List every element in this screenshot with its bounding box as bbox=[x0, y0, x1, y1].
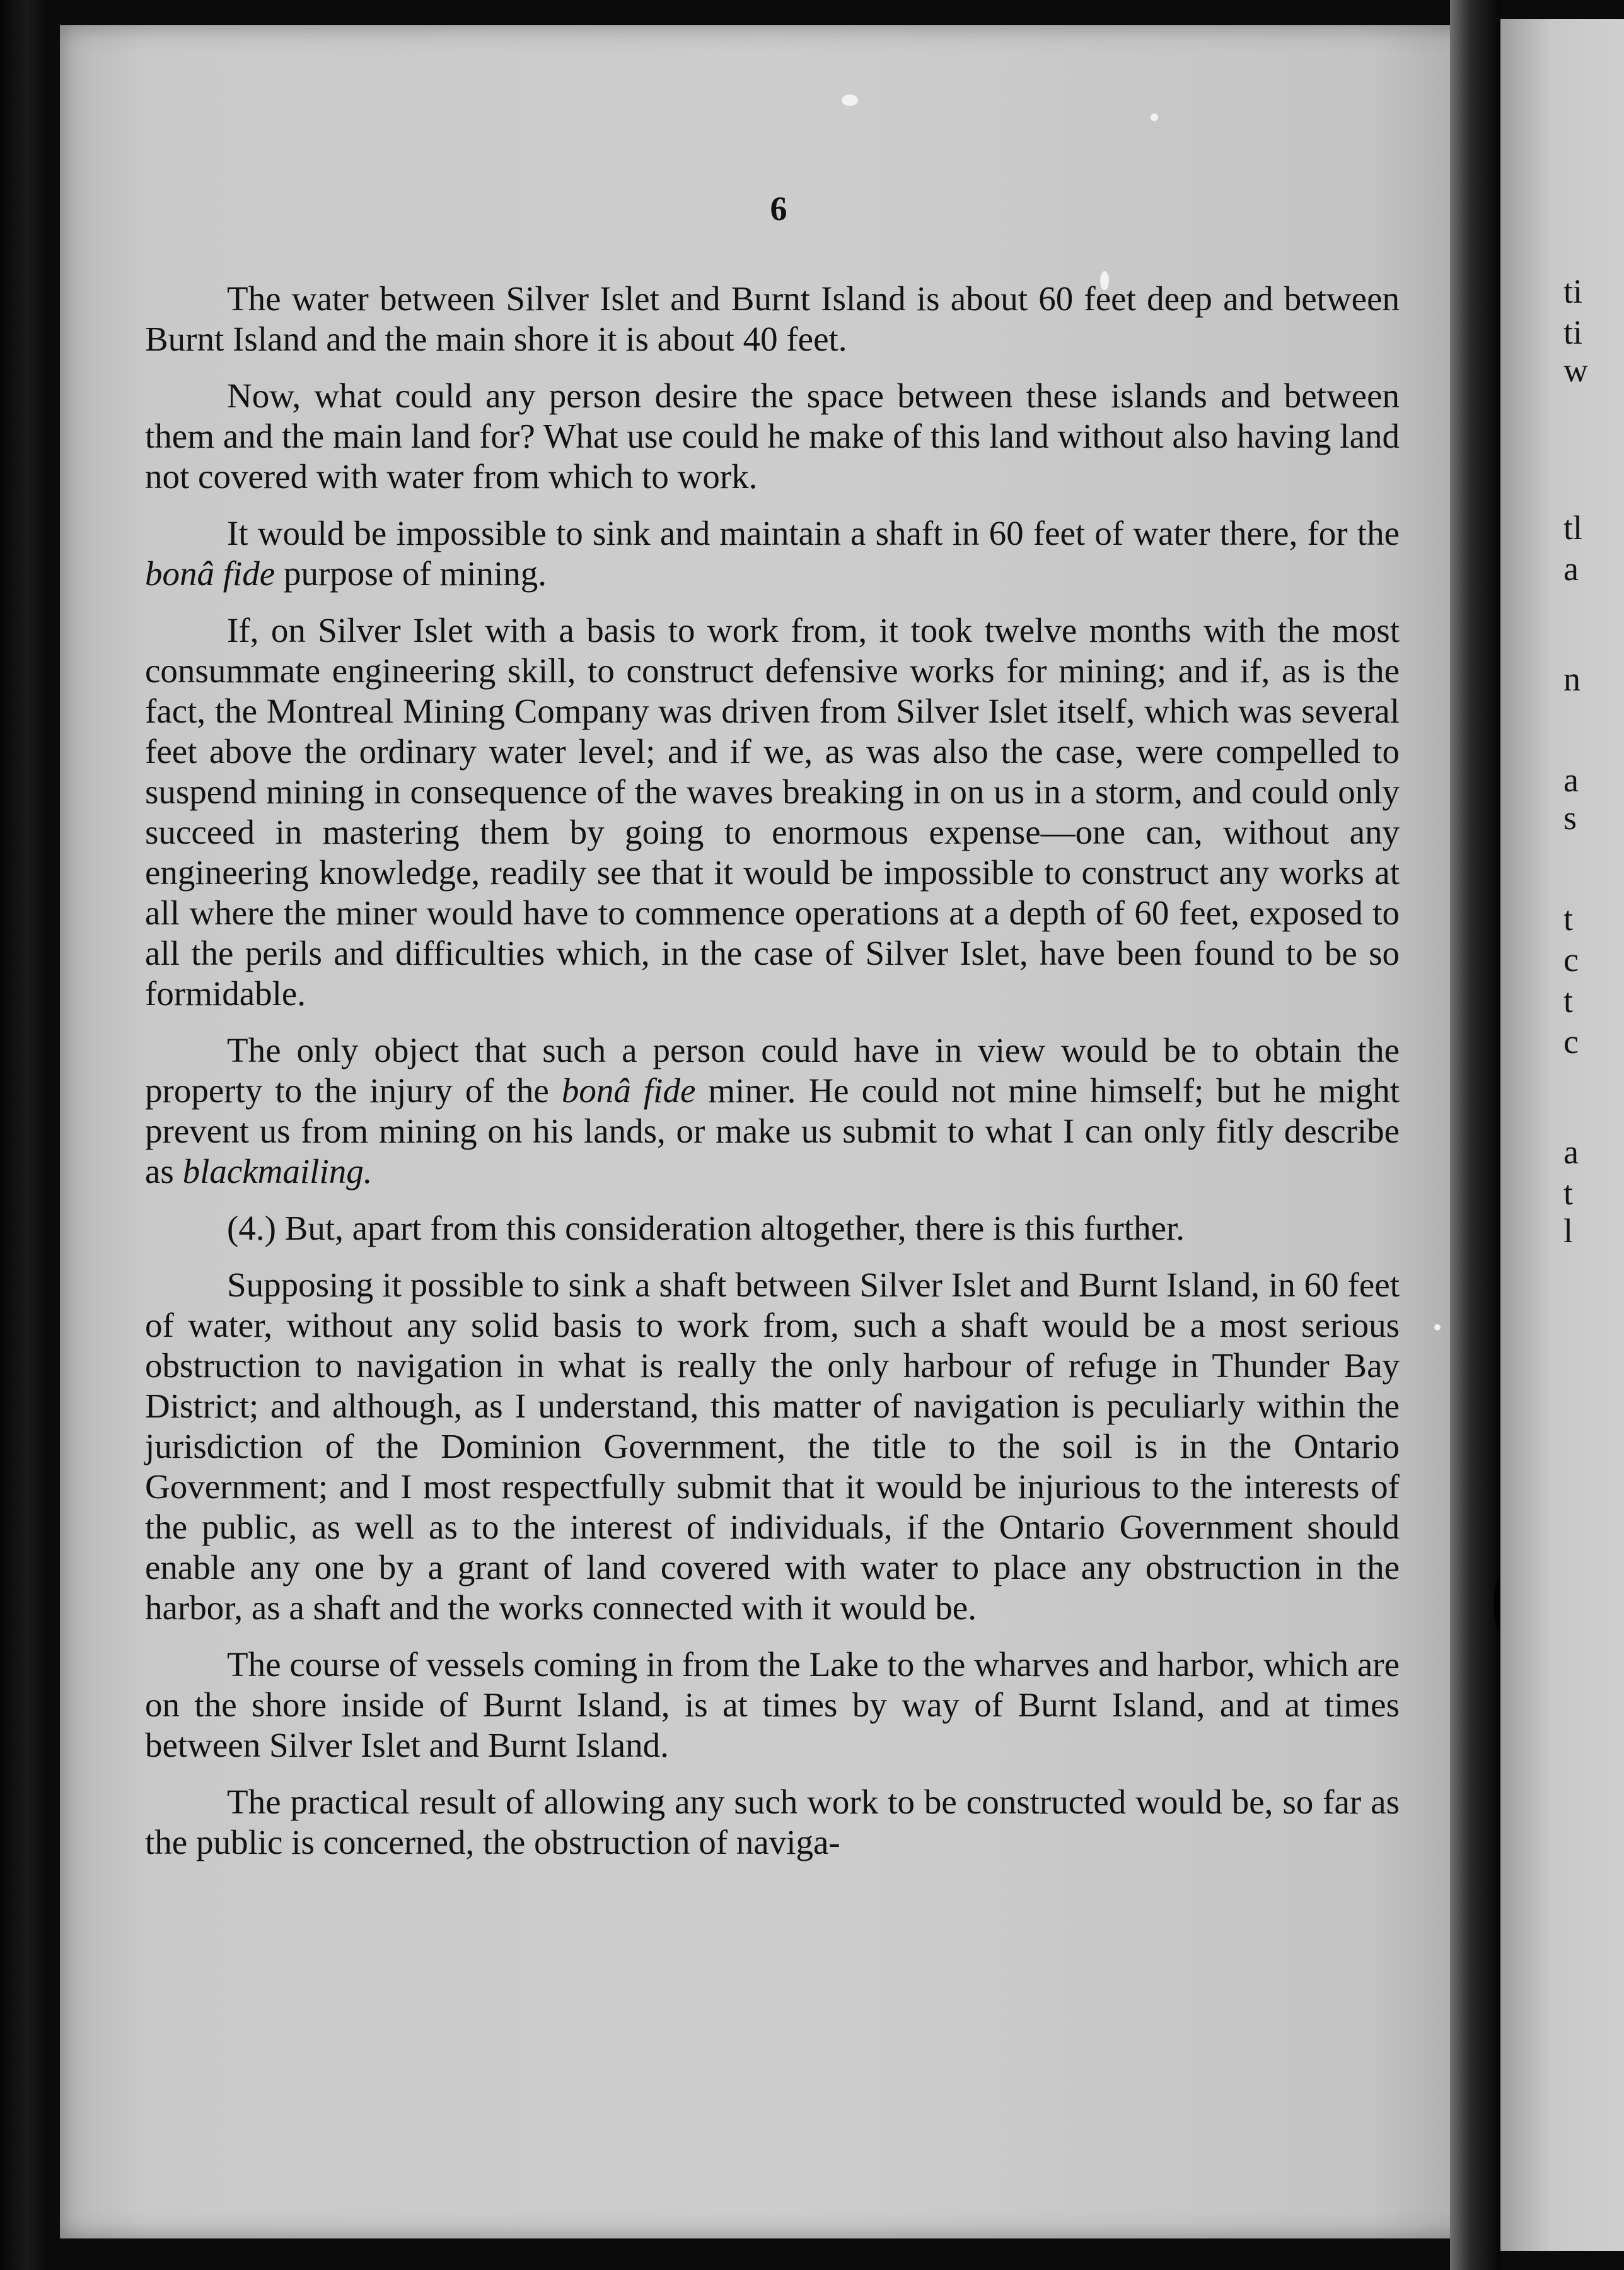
text-segment: The course of vessels coming in from the Lake to the wharves and harbor, which are on the shore inside of Burnt Island, is at times by way of Burnt Island, and at times between Silver Islet and Burnt Island. bbox=[145, 1645, 1400, 1764]
page-number: 6 bbox=[770, 190, 787, 228]
page-content bbox=[145, 189, 1400, 1879]
text-segment: If, on Silver Islet with a basis to work from, it took twelve months with the most consummate engineering skill, to construct defensive works for mining; and if, as is the fact, the Montreal Mining Company was driven from Silver Islet itself, which was several feet above the ordinary water level; and if we, as was also the case, were compelled to suspend mining in consequence of the waves breaking in on us in a storm, and could only succeed in mastering them by going to enormous expense—one can, without any engineering knowledge, readily see that it would be impossible to construct any works at all where the miner would have to commence operations at a depth of 60 feet, exposed to all the perils and difficulties which, in the case of Silver Islet, have been found to be so formidable. bbox=[145, 611, 1400, 1013]
facing-page-fragment: l bbox=[1563, 1212, 1574, 1250]
facing-page-fragment: ti bbox=[1563, 272, 1583, 310]
facing-page-fragment: s bbox=[1563, 799, 1577, 837]
text-segment: The only object that such a person could have in view would be to obtain the property to the injury of the bbox=[145, 1031, 1400, 1110]
facing-page-fragment: w bbox=[1563, 351, 1588, 389]
facing-page-fragment: t bbox=[1563, 1174, 1574, 1212]
facing-page-fragment: c bbox=[1563, 941, 1579, 979]
facing-page-fragment: tl bbox=[1563, 509, 1583, 547]
paragraph bbox=[145, 1208, 1400, 1248]
facing-page-fragment: ti bbox=[1563, 313, 1583, 351]
scan-frame-left bbox=[0, 0, 44, 2270]
text-segment: The water between Silver Islet and Burnt Island is about 60 feet deep and between Burnt Island and the main shore it is about 40 feet. bbox=[145, 279, 1400, 358]
text-segment: Supposing it possible to sink a shaft between Silver Islet and Burnt Island, in 60 feet of water, without any solid basis to work from, such a shaft would be a most serious obstruction to navigation in what is really the only harbour of refuge in Thunder Bay District; and although, as I understand, this matter of navigation is peculiarly within the jurisdiction of the Dominion Government, the title to the soil is in the Ontario Government; and I most respectfully submit that it would be injurious to the interests of the public, as well as to the interest of individuals, if the Ontario Government should enable any one by a grant of land covered with water to place any obstruction in the harbor, as a shaft and the works connected with it would be. bbox=[145, 1266, 1400, 1627]
paragraph bbox=[145, 1030, 1400, 1192]
dust-speck bbox=[1151, 114, 1158, 121]
text-segment: The practical result of allowing any such work to be constructed would be, so far as the public is concerned, the obstruction of naviga- bbox=[145, 1783, 1400, 1861]
paragraph bbox=[145, 1782, 1400, 1863]
italic-text: blackmailing. bbox=[182, 1152, 373, 1190]
facing-page-fragment: c bbox=[1563, 1023, 1579, 1061]
facing-page-fragment: t bbox=[1563, 900, 1574, 938]
italic-text: bonâ fide bbox=[145, 554, 276, 593]
dust-speck bbox=[842, 95, 858, 106]
paragraph bbox=[145, 1265, 1400, 1628]
paragraph bbox=[145, 376, 1400, 497]
facing-page-fragment: a bbox=[1563, 1133, 1579, 1171]
paragraph bbox=[145, 610, 1400, 1014]
text-segment: It would be impossible to sink and maintain a shaft in 60 feet of water there, for the bbox=[227, 514, 1400, 552]
facing-page-edge bbox=[1500, 19, 1624, 2251]
dust-speck bbox=[1434, 1324, 1441, 1330]
book-gutter bbox=[1450, 0, 1500, 2270]
text-segment: Now, what could any person desire the space between these islands and between them and the main land for? What use could he make of this land without also having land not covered with water from which to work. bbox=[145, 376, 1400, 496]
text-segment: (4.) But, apart from this consideration altogether, there is this further. bbox=[227, 1209, 1185, 1247]
paragraph bbox=[145, 279, 1400, 359]
text-segment: miner. He could not mine himself; but he might prevent us from mining on his lands, or make us submit to what I can only fitly describe as bbox=[145, 1071, 1400, 1190]
italic-text: bonâ fide bbox=[561, 1071, 696, 1110]
paragraph bbox=[145, 1644, 1400, 1766]
facing-page-fragment: n bbox=[1563, 660, 1580, 698]
paragraph bbox=[145, 513, 1400, 594]
facing-page-fragment: t bbox=[1563, 982, 1574, 1020]
facing-page-fragment: a bbox=[1563, 761, 1579, 799]
facing-page-fragment: a bbox=[1563, 550, 1579, 588]
text-segment: purpose of mining. bbox=[275, 554, 547, 593]
body-text bbox=[145, 279, 1400, 1863]
